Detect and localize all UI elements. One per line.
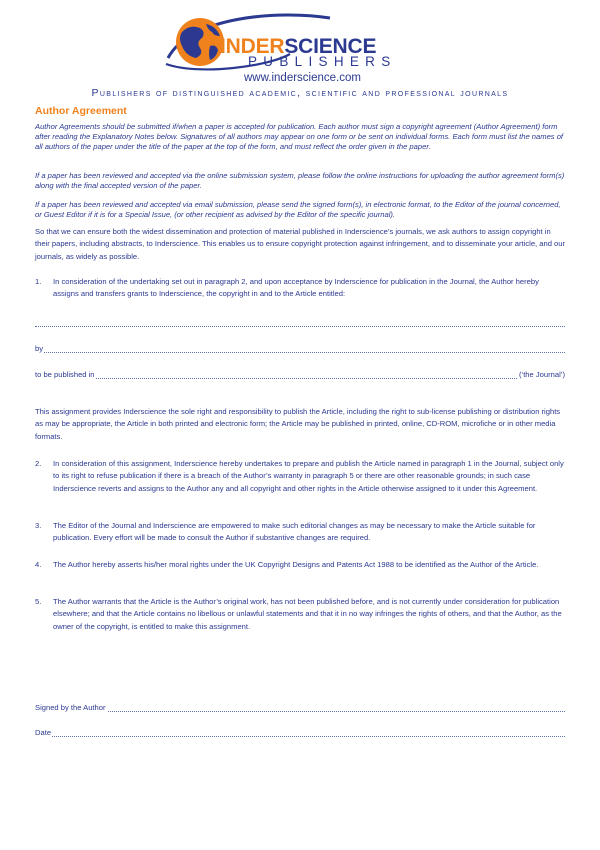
publisher-tagline: Publishers of distinguished academic, scientific and professional journals — [91, 87, 509, 99]
clause-number: 1. — [35, 277, 42, 286]
clause-text: The Author hereby asserts his/her moral rights under the UK Copyright Designs and Patents Act 1988 to be identified as the Author of the Article. — [53, 560, 539, 569]
note-paragraph: If a paper has been reviewed and accepted via email submission, please send the signed form(s), in electronic format, to the Editor of the journal concerned, or Guest Editor if it is for a Special Issue, (or other recipient as advised by the Editor of the specific journal). — [35, 200, 561, 219]
brand-subtitle: PUBLISHERS — [248, 54, 397, 69]
article-title-field[interactable] — [35, 318, 565, 328]
note-paragraph: Author Agreements should be submitted if/when a paper is accepted for publication. Each author must sign a copyright agreement (Author Agreement) form after reading the Explanatory Notes below. Signatures of all authors may appear on one form or be sent on individual forms. Each form must list the names of all authors of the paper under the title of the paper at the top of the form, and must reflect the order given in the paper. — [35, 122, 564, 151]
website-url[interactable]: www.inderscience.com — [244, 72, 361, 84]
clause-number: 5. — [35, 597, 42, 606]
published-in-label: to be published in — [35, 370, 95, 379]
journal-field[interactable] — [35, 370, 565, 380]
clause-text: The Editor of the Journal and Inderscience are empowered to make such editorial changes as may be necessary to make the Article suitable for publication. Every effort will be made to consult the Author if substantive changes are required. — [53, 521, 536, 543]
page-title: Author Agreement — [35, 105, 127, 117]
date-field[interactable] — [35, 728, 565, 738]
assignment-paragraph: This assignment provides Inderscience the sole right and responsibility to publish the Article, including the right to sub-license publishing or distribution rights as may be appropriate, the Article in both printed and electronic form; the Article may be published in printed, online, CD-ROM, microfiche or in other media formats. — [35, 407, 561, 441]
authors-field[interactable] — [35, 344, 565, 354]
signature-field[interactable] — [35, 703, 565, 713]
clause-text: In consideration of the undertaking set out in paragraph 2, and upon acceptance by Inderscience for publication in the Journal, the Author hereby assigns and transfers grants to Inderscience, the copyright in and to the Article entitled: — [53, 277, 539, 299]
clause-text: In consideration of this assignment, Inderscience hereby undertakes to prepare and publish the Article named in paragraph 1 in the Journal, subject only to its right to refuse publication if there is a breach of the Author’s warranty in paragraph 5 or there are other reasonable grounds; in such case Inderscience reverts and assigns to the Author any and all copyright and other rights in the Article otherwise assigned to it under this Agreement. — [53, 459, 564, 493]
clause-number: 3. — [35, 521, 42, 530]
by-label: by — [35, 344, 44, 353]
inderscience-logo — [160, 6, 440, 84]
date-label: Date — [35, 728, 52, 737]
clause-number: 4. — [35, 560, 42, 569]
brand-name: INDERSCIENCE — [220, 35, 377, 58]
journal-suffix: (‘the Journal’) — [518, 370, 565, 379]
intro-paragraph: So that we can ensure both the widest dissemination and protection of material published in Inderscience’s journals, we ask authors to assign copyright in their papers, including abstracts, to Inderscience. This enables us to ensure copyright protection against infringement, and to disseminate your article, and our journals, as widely as possible. — [35, 227, 566, 261]
signed-label: Signed by the Author — [35, 703, 106, 712]
clause-number: 2. — [35, 459, 42, 468]
clause-text: The Author warrants that the Article is the Author’s original work, has not been published before, and is not currently under consideration for publication elsewhere; and that the Article contains no libellous or unlawful statements and that it in no way infringes the rights of others, and that the Author, as the owner of the copyright, is entitled to make this assignment. — [53, 597, 562, 631]
note-paragraph: If a paper has been reviewed and accepted via the online submission system, please follow the online instructions for uploading the author agreement form(s) along with the final accepted version of the paper. — [35, 171, 565, 190]
